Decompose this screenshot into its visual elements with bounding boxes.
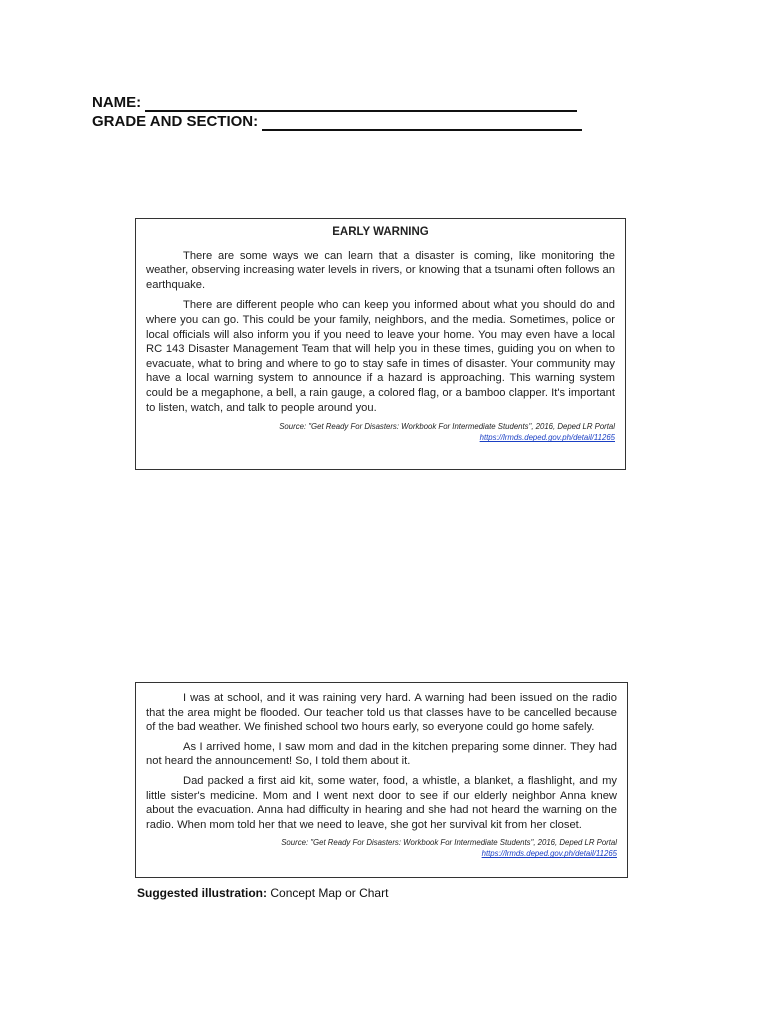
suggested-illustration	[137, 886, 388, 900]
grade-section-label: GRADE AND SECTION:	[92, 113, 259, 130]
story-paragraph-2: As I arrived home, I saw mom and dad in the kitchen preparing some dinner. They had not heard the announcement! So, I told them about it.	[146, 740, 617, 768]
suggested-illustration-label: Suggested illustration:	[137, 886, 268, 900]
suggested-illustration-value: Concept Map or Chart	[270, 886, 389, 900]
early-warning-source	[146, 421, 615, 443]
early-warning-title: EARLY WARNING	[332, 226, 429, 238]
early-warning-paragraph-2: There are different people who can keep you informed about what you should do and where you can go. This could be your family, neighbors, and the media. Sometimes, police or local officials will also inform you if you need to leave your home. You may even have a local RC 143 Disaster Management Team that will help you in these times, guiding you on when to evacuate, what to bring and where to go to stay safe in times of disaster. Your community may have a local warning system to announce if a hazard is approaching. This warning system could be a megaphone, a bell, a rain gauge, a colored flag, or a bamboo clapper. It's important to listen, watch, and talk to people around you.	[146, 299, 615, 414]
story-paragraph-1: I was at school, and it was raining very hard. A warning had been issued on the radio that the area might be flooded. Our teacher told us that classes have to be cancelled because of the bad weather. We finished school two hours early, so everyone could go home safely.	[146, 692, 617, 734]
early-warning-paragraph-1: There are some ways we can learn that a disaster is coming, like monitoring the weather, observing increasing water levels in rivers, or knowing that a tsunami often follows an earthquake.	[146, 249, 615, 291]
name-field	[92, 94, 577, 112]
name-blank-line[interactable]	[145, 96, 577, 112]
grade-section-field	[92, 113, 582, 131]
source-citation: Source: "Get Ready For Disasters: Workbook For Intermediate Students", 2016, Deped LR Portal	[279, 422, 615, 432]
story-source	[146, 837, 617, 859]
grade-section-blank-line[interactable]	[262, 115, 582, 131]
story-paragraph-3: Dad packed a first aid kit, some water, food, a whistle, a blanket, a flashlight, and my little sister's medicine. Mom and I went next door to see if our elderly neighbor Anna knew about the evacuation. Anna had difficulty in hearing and she had not heard the warning on the radio. When mom told her that we need to leave, she got her survival kit from her closet.	[146, 774, 617, 831]
source-link[interactable]: https://lrmds.deped.gov.ph/detail/11265	[479, 433, 615, 443]
story-box	[135, 682, 628, 878]
early-warning-box	[135, 218, 626, 470]
name-label: NAME:	[92, 94, 142, 111]
source-link[interactable]: https://lrmds.deped.gov.ph/detail/11265	[481, 849, 617, 859]
source-citation: Source: "Get Ready For Disasters: Workbook For Intermediate Students", 2016, Deped LR Portal	[281, 838, 617, 848]
